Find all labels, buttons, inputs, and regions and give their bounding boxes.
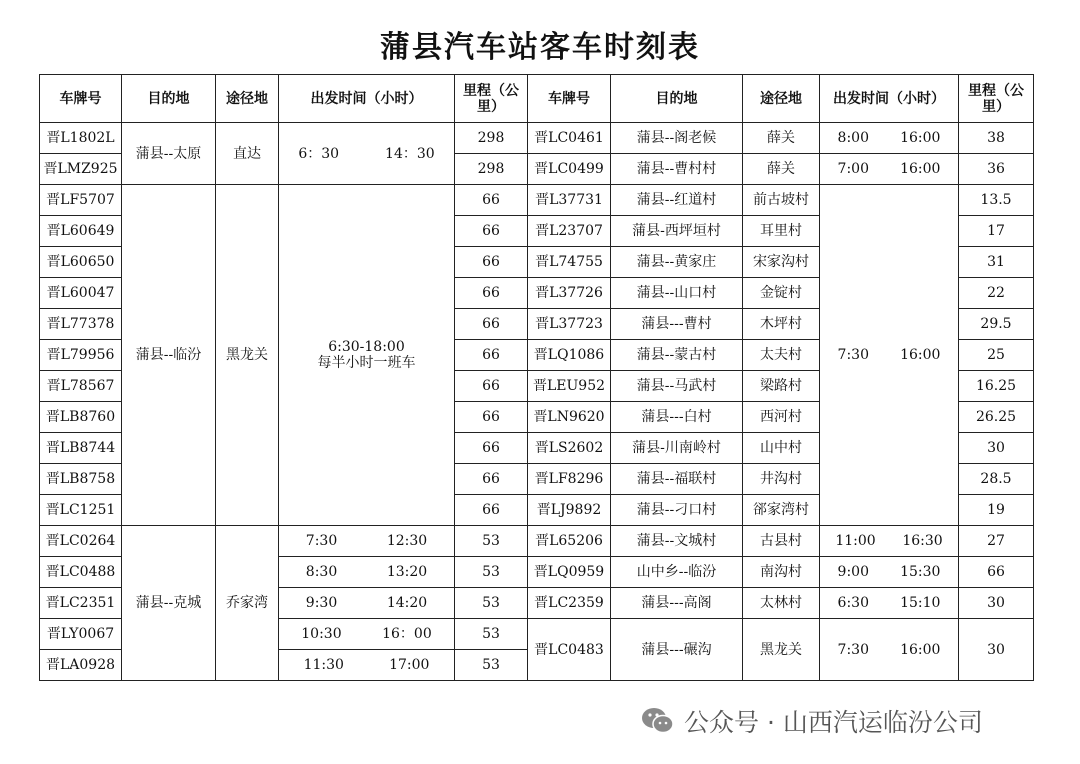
depart-cell — [279, 650, 455, 681]
km-cell: 66 — [455, 464, 528, 495]
plate-cell: 晋LC2359 — [528, 588, 611, 619]
depart-cell — [820, 557, 959, 588]
km-cell: 30 — [959, 619, 1034, 681]
header-dest: 目的地 — [611, 75, 743, 123]
header-via: 途径地 — [743, 75, 820, 123]
km-cell: 16.25 — [959, 371, 1034, 402]
time-2: 16:00 — [900, 641, 941, 658]
depart-cell — [820, 526, 959, 557]
timetable — [39, 74, 1034, 681]
time-2: 16：00 — [382, 626, 432, 642]
via-cell: 南沟村 — [743, 557, 820, 588]
dest-cell: 蒲县--马武村 — [611, 371, 743, 402]
depart-cell — [279, 619, 455, 650]
via-cell: 西河村 — [743, 402, 820, 433]
header-row — [40, 75, 1034, 123]
km-cell: 53 — [455, 557, 528, 588]
plate-cell: 晋L60650 — [40, 247, 122, 278]
plate-cell: 晋L23707 — [528, 216, 611, 247]
plate-cell: 晋LB8758 — [40, 464, 122, 495]
plate-cell: 晋L37731 — [528, 185, 611, 216]
km-cell: 66 — [455, 216, 528, 247]
km-cell: 53 — [455, 619, 528, 650]
header-depart: 出发时间（小时） — [279, 75, 455, 123]
dest-cell: 蒲县--克城 — [122, 526, 216, 681]
km-cell: 66 — [455, 433, 528, 464]
dest-cell: 蒲县--文城村 — [611, 526, 743, 557]
km-cell: 38 — [959, 123, 1034, 154]
plate-cell: 晋L78567 — [40, 371, 122, 402]
via-cell: 金锭村 — [743, 278, 820, 309]
header-via: 途径地 — [216, 75, 279, 123]
header-depart: 出发时间（小时） — [820, 75, 959, 123]
via-cell: 井沟村 — [743, 464, 820, 495]
plate-cell: 晋L74755 — [528, 247, 611, 278]
time-2: 16:00 — [900, 130, 941, 146]
dest-cell: 蒲县--阁老候 — [611, 123, 743, 154]
km-cell: 66 — [959, 557, 1034, 588]
time-1: 9:00 — [837, 564, 869, 580]
km-cell: 17 — [959, 216, 1034, 247]
via-cell: 太夫村 — [743, 340, 820, 371]
via-cell: 薛关 — [743, 123, 820, 154]
km-cell: 25 — [959, 340, 1034, 371]
plate-cell: 晋L60649 — [40, 216, 122, 247]
plate-cell: 晋LC0488 — [40, 557, 122, 588]
km-cell: 66 — [455, 185, 528, 216]
dest-cell: 蒲县---白村 — [611, 402, 743, 433]
time-1: 11:30 — [303, 657, 344, 673]
time-2: 16:00 — [900, 161, 941, 177]
watermark — [640, 703, 983, 739]
time-1: 10:30 — [301, 626, 342, 642]
km-cell: 53 — [455, 650, 528, 681]
dest-cell: 蒲县--福联村 — [611, 464, 743, 495]
time-1: 8:00 — [837, 130, 869, 146]
depart-cell — [279, 123, 455, 185]
km-cell: 298 — [455, 123, 528, 154]
km-cell: 66 — [455, 402, 528, 433]
via-cell: 前古坡村 — [743, 185, 820, 216]
km-cell: 27 — [959, 526, 1034, 557]
table-row — [40, 526, 1034, 557]
time-1: 7:30 — [305, 533, 338, 549]
dest-cell: 蒲县--山口村 — [611, 278, 743, 309]
dest-cell: 蒲县--刁口村 — [611, 495, 743, 526]
via-cell: 梁路村 — [743, 371, 820, 402]
table-row — [40, 185, 1034, 216]
km-cell: 29.5 — [959, 309, 1034, 340]
plate-cell: 晋L37726 — [528, 278, 611, 309]
time-1: 6：30 — [298, 145, 340, 162]
time-1: 6:30 — [837, 595, 869, 611]
via-cell: 古县村 — [743, 526, 820, 557]
plate-cell: 晋LC2351 — [40, 588, 122, 619]
dest-cell: 蒲县--曹村村 — [611, 154, 743, 185]
time-2: 17:00 — [389, 657, 430, 673]
plate-cell: 晋LB8744 — [40, 433, 122, 464]
via-cell: 黑龙关 — [216, 185, 279, 526]
plate-cell: 晋LMZ925 — [40, 154, 122, 185]
plate-cell: 晋LQ1086 — [528, 340, 611, 371]
km-cell: 66 — [455, 495, 528, 526]
via-cell: 山中村 — [743, 433, 820, 464]
time-2: 13:20 — [386, 564, 428, 580]
time-1: 11:00 — [835, 533, 876, 549]
plate-cell: 晋LJ9892 — [528, 495, 611, 526]
time-2: 14:20 — [386, 595, 428, 611]
depart-cell — [279, 588, 455, 619]
km-cell: 66 — [455, 247, 528, 278]
plate-cell: 晋LEU952 — [528, 371, 611, 402]
time-1: 9:30 — [305, 595, 338, 611]
plate-cell: 晋LC0499 — [528, 154, 611, 185]
depart-cell — [820, 619, 959, 681]
depart-cell — [279, 526, 455, 557]
via-cell: 乔家湾 — [216, 526, 279, 681]
time-1: 8:30 — [305, 564, 338, 580]
km-cell: 36 — [959, 154, 1034, 185]
km-cell: 22 — [959, 278, 1034, 309]
time-2: 14：30 — [385, 145, 435, 162]
time-1: 7:30 — [837, 347, 869, 363]
time-2: 12:30 — [386, 533, 428, 549]
time-1: 7:30 — [837, 641, 869, 658]
plate-cell: 晋LC1251 — [40, 495, 122, 526]
plate-cell: 晋L65206 — [528, 526, 611, 557]
plate-cell: 晋LC0461 — [528, 123, 611, 154]
plate-cell: 晋LS2602 — [528, 433, 611, 464]
dest-cell: 蒲县--太原 — [122, 123, 216, 185]
via-cell: 黑龙关 — [743, 619, 820, 681]
km-cell: 30 — [959, 433, 1034, 464]
via-cell: 郤家湾村 — [743, 495, 820, 526]
plate-cell: 晋LF5707 — [40, 185, 122, 216]
time-2: 16:00 — [900, 347, 941, 363]
watermark-text: 公众号 · 山西汽运临汾公司 — [684, 708, 983, 737]
plate-cell: 晋LN9620 — [528, 402, 611, 433]
dest-cell: 蒲县--临汾 — [122, 185, 216, 526]
plate-cell: 晋LC0264 — [40, 526, 122, 557]
plate-cell: 晋L1802L — [40, 123, 122, 154]
plate-cell: 晋LB8760 — [40, 402, 122, 433]
plate-cell: 晋L77378 — [40, 309, 122, 340]
km-cell: 26.25 — [959, 402, 1034, 433]
depart-cell — [820, 154, 959, 185]
km-cell: 66 — [455, 278, 528, 309]
page-title: 蒲县汽车站客车时刻表 — [380, 30, 700, 65]
time-frequency: 每半小时一班车 — [317, 355, 416, 371]
plate-cell: 晋LY0067 — [40, 619, 122, 650]
via-cell: 宋家沟村 — [743, 247, 820, 278]
depart-cell — [279, 557, 455, 588]
depart-cell — [820, 185, 959, 526]
header-plate: 车牌号 — [528, 75, 611, 123]
plate-cell: 晋LF8296 — [528, 464, 611, 495]
header-dest: 目的地 — [122, 75, 216, 123]
dest-cell: 蒲县--黄家庄 — [611, 247, 743, 278]
km-cell: 53 — [455, 526, 528, 557]
plate-cell: 晋L60047 — [40, 278, 122, 309]
dest-cell: 蒲县---曹村 — [611, 309, 743, 340]
header-dist: 里程（公里） — [455, 75, 528, 123]
km-cell: 298 — [455, 154, 528, 185]
km-cell: 19 — [959, 495, 1034, 526]
time-range: 6:30-18:00 — [328, 339, 405, 355]
header-plate: 车牌号 — [40, 75, 122, 123]
km-cell: 53 — [455, 588, 528, 619]
plate-cell: 晋L79956 — [40, 340, 122, 371]
km-cell: 30 — [959, 588, 1034, 619]
via-cell: 直达 — [216, 123, 279, 185]
dest-cell: 蒲县-西坪垣村 — [611, 216, 743, 247]
via-cell: 太林村 — [743, 588, 820, 619]
dest-cell: 蒲县---碾沟 — [611, 619, 743, 681]
plate-cell: 晋LA0928 — [40, 650, 122, 681]
dest-cell: 蒲县-川南岭村 — [611, 433, 743, 464]
depart-cell — [279, 185, 455, 526]
table-row — [40, 123, 1034, 154]
km-cell: 31 — [959, 247, 1034, 278]
via-cell: 木坪村 — [743, 309, 820, 340]
plate-cell: 晋LQ0959 — [528, 557, 611, 588]
plate-cell: 晋LC0483 — [528, 619, 611, 681]
time-2: 15:30 — [900, 564, 941, 580]
wechat-icon — [640, 705, 676, 737]
depart-cell — [820, 123, 959, 154]
dest-cell: 蒲县--蒙古村 — [611, 340, 743, 371]
via-cell: 薛关 — [743, 154, 820, 185]
time-2: 16:30 — [902, 533, 943, 549]
plate-cell: 晋L37723 — [528, 309, 611, 340]
dest-cell: 蒲县---高阁 — [611, 588, 743, 619]
km-cell: 66 — [455, 309, 528, 340]
km-cell: 66 — [455, 371, 528, 402]
time-1: 7:00 — [837, 161, 869, 177]
header-dist: 里程（公里） — [959, 75, 1034, 123]
km-cell: 28.5 — [959, 464, 1034, 495]
via-cell: 耳里村 — [743, 216, 820, 247]
dest-cell: 山中乡--临汾 — [611, 557, 743, 588]
dest-cell: 蒲县--红道村 — [611, 185, 743, 216]
depart-cell — [820, 588, 959, 619]
time-2: 15:10 — [900, 595, 941, 611]
km-cell: 66 — [455, 340, 528, 371]
km-cell: 13.5 — [959, 185, 1034, 216]
